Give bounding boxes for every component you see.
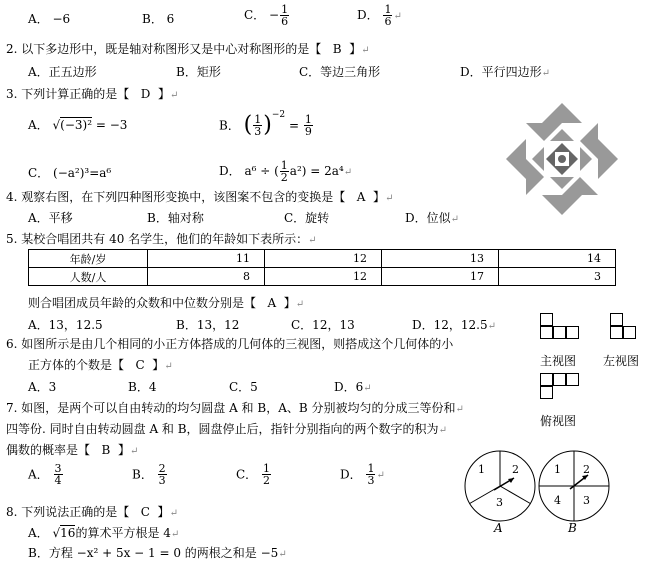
table-cell: 11 bbox=[148, 250, 265, 268]
q1-option-a: A． −6 bbox=[28, 12, 71, 26]
q7-answer: B bbox=[101, 443, 111, 457]
q4-option-a: A．平移 bbox=[28, 211, 73, 225]
table-cell: 8 bbox=[148, 268, 265, 286]
q6-option-a: A．3 bbox=[28, 380, 57, 394]
q2-option-a: A．正五边形 bbox=[28, 65, 97, 79]
q8-stem: 8. 下列说法正确的是【 C 】↵ bbox=[6, 505, 178, 519]
age-table bbox=[28, 249, 616, 286]
q2-answer: B bbox=[332, 42, 342, 56]
q7-option-c: C． $\frac{1}{2}$ bbox=[236, 462, 271, 487]
wheel-b-number: 1 bbox=[554, 463, 561, 476]
q4-answer: A bbox=[356, 190, 366, 204]
left-view-label: 左视图 bbox=[603, 354, 640, 368]
wheel-b-number: 3 bbox=[583, 494, 590, 507]
q5-option-d: D．12，12.5↵ bbox=[412, 318, 497, 332]
q5-option-c: C．12，13 bbox=[291, 318, 355, 332]
spinner-wheel-a bbox=[462, 448, 538, 524]
q4-option-d: D．位似↵ bbox=[405, 211, 460, 225]
q5-question: 则合唱团成员年龄的众数和中位数分别是【 A 】↵ bbox=[28, 296, 305, 310]
sqrt-symbol-icon: √ bbox=[52, 118, 61, 132]
q6-answer: C bbox=[135, 358, 145, 372]
q7-stem-line1: 7. 如图，是两个可以自由转动的均匀圆盘 A 和 B，A、B 分别被均匀的分成三等份和↵ bbox=[6, 401, 464, 415]
table-cell: 17 bbox=[382, 268, 499, 286]
spinner-wheel-b bbox=[536, 448, 612, 524]
q3-option-d: D． a⁶ ÷ ( $\frac{1}{2}$ a²) = 2a⁴↵ bbox=[219, 159, 353, 184]
q6-option-d: D．6↵ bbox=[334, 380, 372, 394]
q3-option-b: B． ( $\frac{1}{3}$ )$^{-2}$ = $\frac{1}{9}$ bbox=[219, 110, 312, 138]
table-cell: 14 bbox=[499, 250, 616, 268]
wheel-b-number: 2 bbox=[583, 463, 590, 476]
q4-stem: 4. 观察右图，在下列四种图形变换中，该图案不包含的变换是【 A 】↵ bbox=[6, 190, 394, 204]
q6-option-c: C．5 bbox=[229, 380, 258, 394]
wheel-a-number: 3 bbox=[496, 496, 503, 509]
q3-option-c: C． (−a²)³=a⁶ bbox=[28, 166, 112, 180]
q5-option-b: B．13，12 bbox=[176, 318, 240, 332]
wheel-b-number: 4 bbox=[554, 494, 561, 507]
q1-option-b: B． 6 bbox=[142, 12, 175, 26]
q8-option-b: B．方程 −x² + 5x − 1 = 0 的两根之和是 −5↵ bbox=[28, 546, 287, 560]
q3-answer: D bbox=[140, 87, 151, 101]
table-header: 人数/人 bbox=[29, 268, 148, 286]
q7-option-d: D． $\frac{1}{3}$ ↵ bbox=[340, 462, 385, 487]
q7-stem-line3: 偶数的概率是【 B 】↵ bbox=[6, 443, 139, 457]
table-row bbox=[29, 250, 616, 268]
q4-option-c: C．旋转 bbox=[284, 211, 330, 225]
q2-option-b: B．矩形 bbox=[176, 65, 221, 79]
wheel-a-number: 2 bbox=[512, 463, 519, 476]
q2-option-d: D．平行四边形↵ bbox=[460, 65, 551, 79]
q8-answer: C bbox=[140, 505, 150, 519]
q7-option-b: B． $\frac{2}{3}$ bbox=[132, 462, 166, 487]
table-cell: 13 bbox=[382, 250, 499, 268]
q2-stem: 2. 以下多边形中，既是轴对称图形又是中心对称图形的是【 B 】↵ bbox=[6, 42, 370, 56]
table-row bbox=[29, 268, 616, 286]
top-view-label: 俯视图 bbox=[540, 414, 577, 428]
q5-option-a: A．13，12.5 bbox=[28, 318, 103, 332]
table-cell: 12 bbox=[265, 268, 382, 286]
q5-answer: A bbox=[267, 296, 277, 310]
q7-option-a: A． $\frac{3}{4}$ bbox=[28, 462, 62, 487]
symmetric-pattern-figure bbox=[506, 103, 618, 215]
q6-option-b: B．4 bbox=[128, 380, 157, 394]
q5-stem: 5. 某校合唱团共有 40 名学生，他们的年龄如下表所示：↵ bbox=[6, 232, 317, 246]
front-view-label: 主视图 bbox=[540, 354, 577, 368]
table-header: 年龄/岁 bbox=[29, 250, 148, 268]
wheel-a-label: A bbox=[494, 521, 503, 535]
sqrt-symbol-icon: √ bbox=[52, 526, 61, 540]
q1-option-c: C． − $\frac{1}{6}$ bbox=[244, 3, 289, 28]
wheel-b-label: B bbox=[568, 521, 577, 535]
table-cell: 12 bbox=[265, 250, 382, 268]
wheel-a-number: 1 bbox=[478, 463, 485, 476]
q4-option-b: B．轴对称 bbox=[147, 211, 204, 225]
q8-option-a: A． √16的算术平方根是 4↵ bbox=[28, 526, 180, 540]
q3-option-a: A． √(−3)² = −3 bbox=[28, 118, 128, 132]
pattern-center-dot bbox=[558, 155, 566, 163]
q7-stem-line2: 四等份. 同时自由转动圆盘 A 和 B，圆盘停止后，指针分别指向的两个数字的积为↵ bbox=[6, 422, 447, 436]
q1-option-d: D． $\frac{1}{6}$ ↵ bbox=[357, 3, 402, 28]
q3-stem: 3. 下列计算正确的是【 D 】↵ bbox=[6, 87, 179, 101]
q2-option-c: C．等边三角形 bbox=[299, 65, 381, 79]
table-cell: 3 bbox=[499, 268, 616, 286]
q6-stem-line2: 正方体的个数是【 C 】↵ bbox=[28, 358, 173, 372]
q6-stem-line1: 6. 如图所示是由几个相同的小正方体搭成的几何体的三视图，则搭成这个几何体的小 bbox=[6, 337, 454, 351]
